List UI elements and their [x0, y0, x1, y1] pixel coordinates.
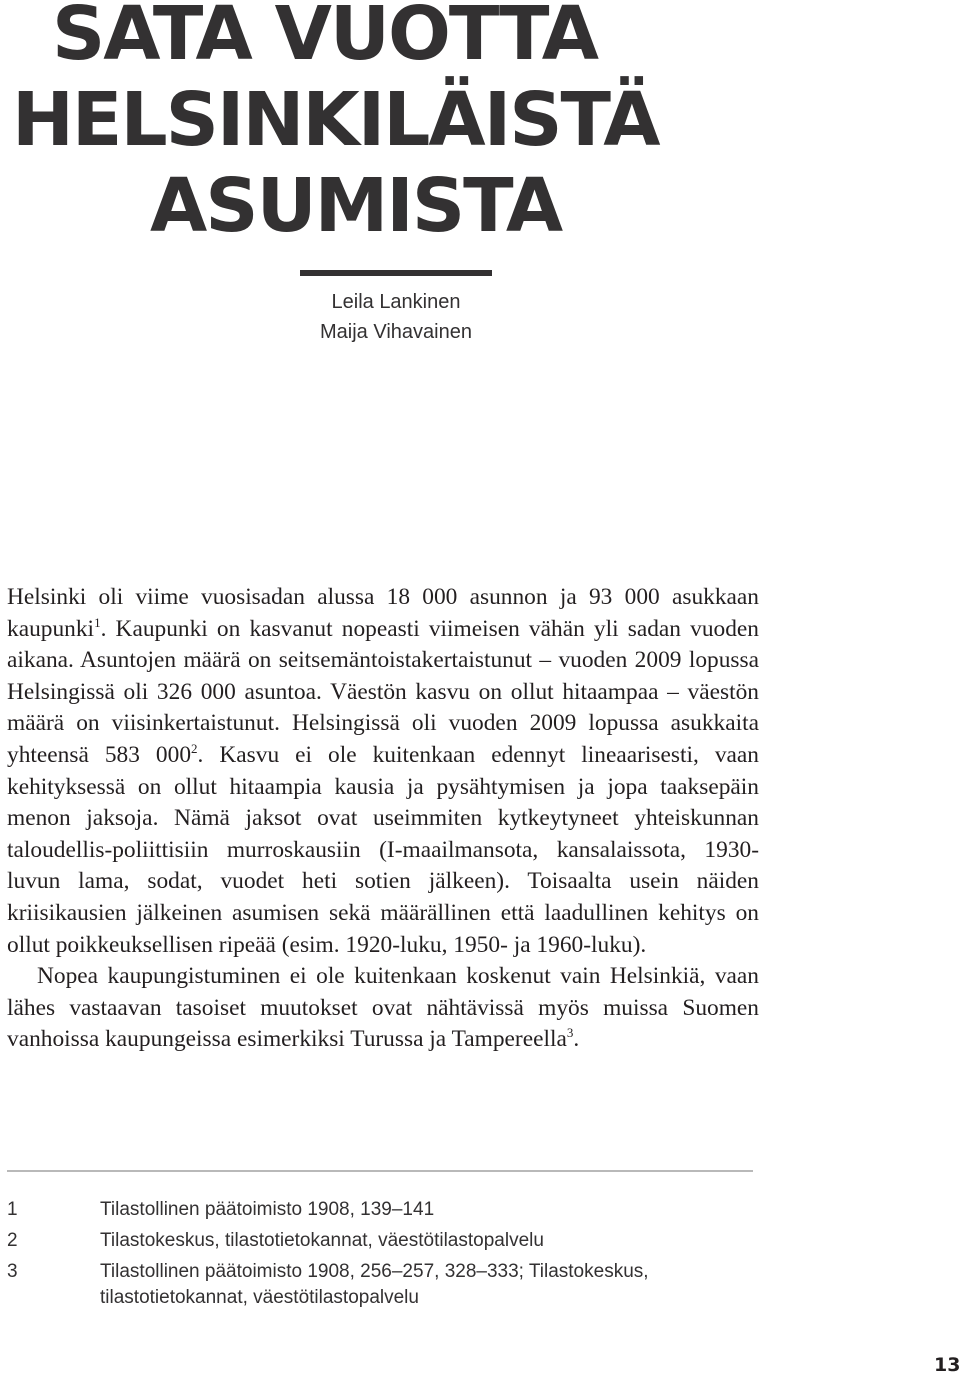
- title-divider: [300, 270, 492, 276]
- footnote-ref: 3: [566, 1025, 574, 1041]
- footnotes: [7, 1197, 767, 1316]
- footnote-divider: [7, 1170, 753, 1172]
- page-number: 13: [934, 1354, 960, 1376]
- body-text-segment: .: [573, 1026, 580, 1053]
- body-paragraph: [7, 961, 759, 1056]
- footnote-ref: 2: [191, 741, 198, 757]
- author-list: [250, 287, 542, 347]
- author-name: Maija Vihavainen: [320, 321, 472, 343]
- title-line-3: ASUMISTA: [150, 163, 562, 249]
- title-line-1: SATA VUOTTA: [52, 0, 598, 77]
- footnote-number: 1: [7, 1199, 18, 1220]
- body-text-segment: . Kasvu ei ole kuitenkaan edennyt lineaarisesti, vaan kehityksessä on ollut hitaampia kausia ja pysähtymisen ja jopa taaksepäin menon jaksoja. Nämä jaksot ovat useimmiten kytkeytyneet yhteiskunnan taloudellis-poliittisiin murroskausiin (I-maailmansota, kansalaissota, 1930-luvun lama, sodat, vuodet heti sotien jälkeen). Toisaalta usein näiden kriisikausien jälkeinen asumisen sekä määrällinen että laadullinen kehitys on ollut poikkeuksellisen ripeää (esim. 1920-luku, 1950- ja 1960-luku).: [7, 741, 759, 958]
- title-line-2: HELSINKILÄISTÄ: [12, 77, 659, 163]
- article-body: [7, 582, 759, 1056]
- footnote-number: 2: [7, 1230, 18, 1251]
- footnote-item: [7, 1228, 767, 1254]
- footnote-item: [7, 1197, 767, 1223]
- body-text-segment: Nopea kaupungistuminen ei ole kuitenkaan koskenut vain Helsinkiä, vaan lähes vastaavan tasoiset muutokset ovat nähtävissä myös muissa Suomen vanhoissa kaupungeissa esimerkiksi Turussa ja Tampereella: [7, 963, 759, 1053]
- footnote-text: Tilastokeskus, tilastotietokannat, väestötilastopalvelu: [100, 1230, 544, 1251]
- footnote-text: Tilastollinen päätoimisto 1908, 139–141: [100, 1199, 435, 1220]
- footnote-text: Tilastollinen päätoimisto 1908, 256–257, 328–333; Tilastokeskus, tilastotietokannat, väestötilastopalvelu: [100, 1261, 649, 1308]
- body-text-segment: . Kaupunki on kasvanut nopeasti viimeisen vähän yli sadan vuoden aikana. Asuntojen määrä on seitsemäntoistakertaistunut – vuoden 2009 lopussa Helsingissä oli 326 000 asuntoa. Väestön kasvu on ollut hitaampaa – väestön määrä on viisinkertaistunut. Helsingissä oli vuoden 2009 lopussa asukkaita yhteensä 583 000: [7, 615, 759, 768]
- footnote-number: 3: [7, 1261, 18, 1282]
- body-paragraph: [7, 582, 759, 961]
- body-text-segment: Helsinki oli viime vuosisadan alussa 18 000 asunnon ja 93 000 asukkaan kaupunki: [7, 584, 759, 642]
- footnote-item: [7, 1259, 767, 1311]
- footnote-ref: 1: [94, 614, 101, 630]
- author-name: Leila Lankinen: [331, 291, 461, 313]
